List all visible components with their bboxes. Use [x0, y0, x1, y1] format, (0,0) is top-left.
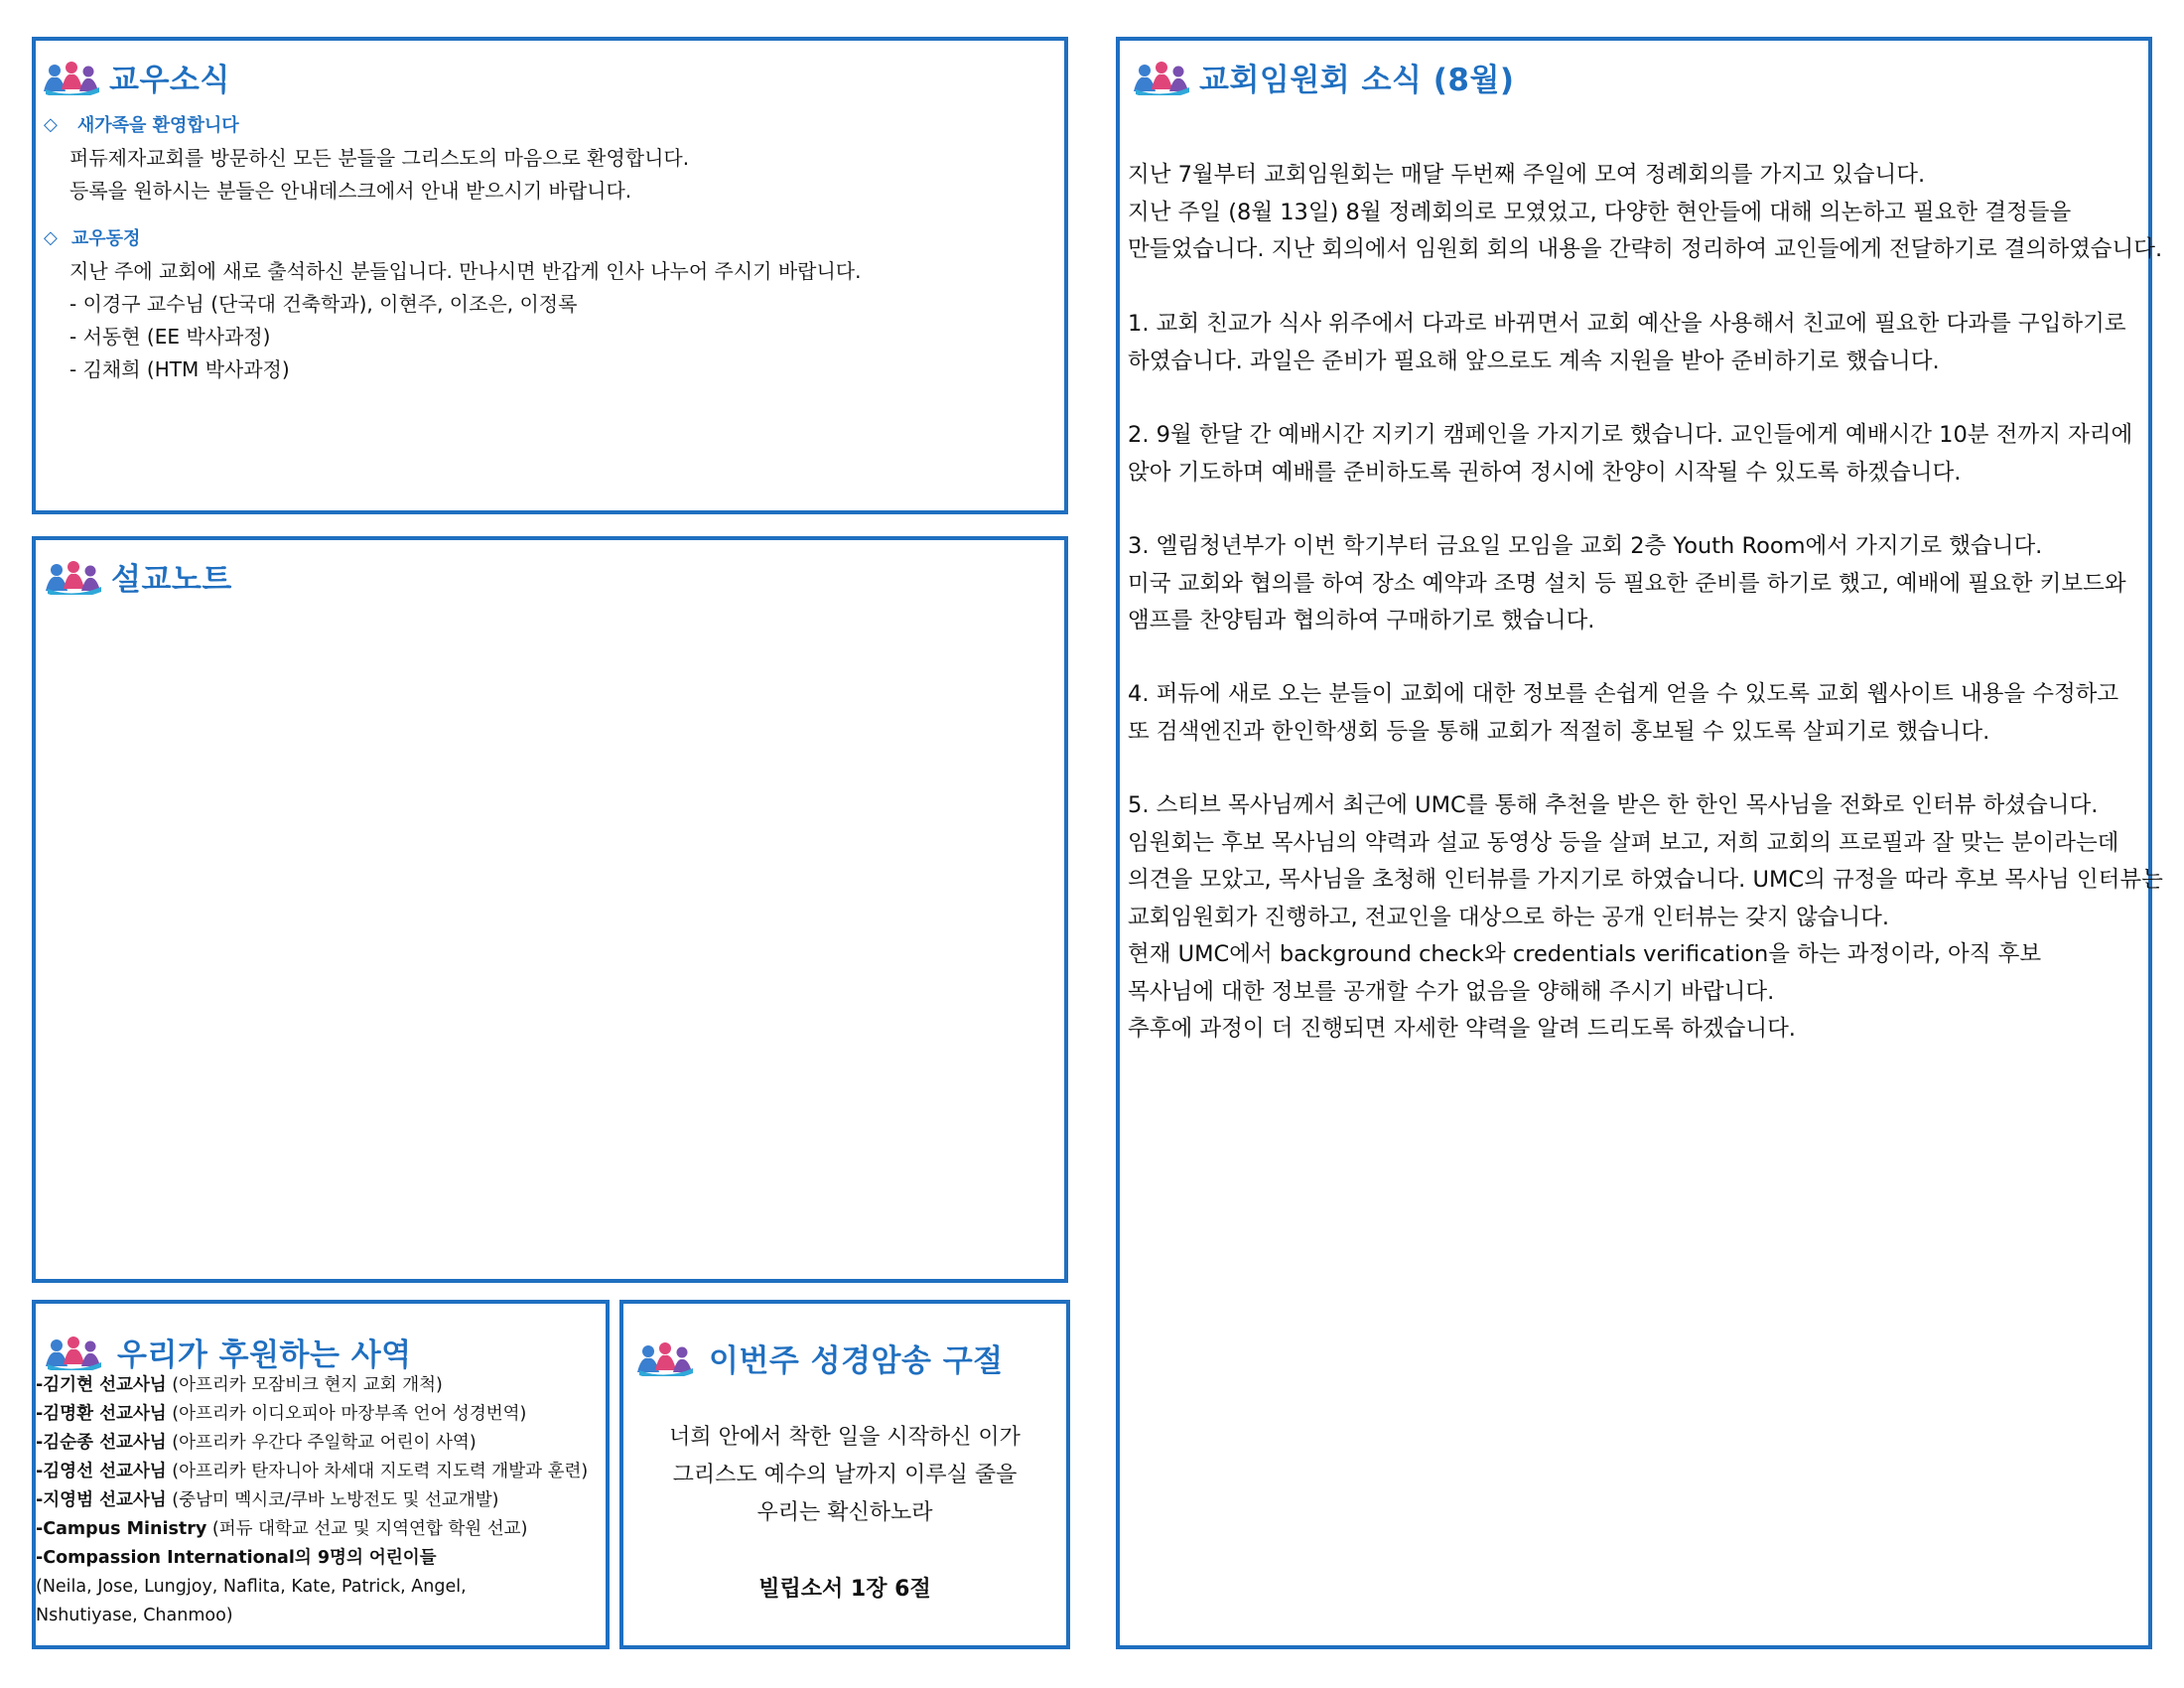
- board-line: 현재 UMC에서 background check와 credentials verification을 하는 과정이라, 아직 후보: [1128, 941, 2042, 967]
- board-line: 미국 교회와 협의를 하여 장소 예약과 조명 설치 등 필요한 준비를 하기로 했고, 예배에 필요한 키보드와: [1128, 570, 2126, 597]
- mission-item: -김순종 선교사님 (아프리카 우간다 주일학교 어린이 사역): [36, 1433, 477, 1453]
- welcome-heading: [44, 111, 239, 137]
- mission-item: -김명환 선교사님 (아프리카 이디오피아 마장부족 언어 성경번역): [36, 1404, 527, 1424]
- children-names-line: (Neila, Jose, Lungjoy, Naflita, Kate, Patrick, Angel,: [36, 1577, 467, 1597]
- updates-line: - 서동현 (EE 박사과정): [69, 325, 271, 349]
- board-item-2: [1128, 417, 2132, 492]
- news-title: 교우소식: [109, 63, 230, 98]
- board-line: 1. 교회 친교가 식사 위주에서 다과로 바뀌면서 교회 예산을 사용해서 친교에 필요한 다과를 구입하기로: [1128, 311, 2126, 337]
- mission-item: -Campus Ministry (퍼듀 대학교 선교 및 지역연합 학원 선교): [36, 1519, 528, 1539]
- welcome-heading-text: 새가족을 환영합니다: [76, 115, 239, 136]
- verse-line: 너희 안에서 착한 일을 시작하신 이가: [669, 1425, 1021, 1450]
- welcome-line: 등록을 원하시는 분들은 안내데스크에서 안내 받으시기 바랍니다.: [69, 179, 632, 203]
- people-group-logo-icon: [44, 1335, 105, 1370]
- verse-text: [623, 1419, 1066, 1532]
- board-item-4: [1128, 676, 2118, 751]
- board-item-5: [1128, 787, 2163, 1049]
- verse-line: 우리는 확신하노라: [756, 1500, 933, 1525]
- mission-item: -지영범 선교사님 (중남미 멕시코/쿠바 노방전도 및 선교개발): [36, 1490, 499, 1510]
- board-line: 의견을 모았고, 목사님을 초청해 인터뷰를 가지기로 하였습니다. UMC의 규정을 따라 후보 목사님 인터뷰는: [1128, 867, 2163, 893]
- diamond-bullet-icon: ◇: [44, 113, 58, 135]
- diamond-bullet-icon: ◇: [44, 226, 58, 248]
- board-item-3: [1128, 528, 2126, 640]
- people-group-logo-icon: [1132, 60, 1193, 95]
- updates-line: 지난 주에 교회에 새로 출석하신 분들입니다. 만나시면 반갑게 인사 나누어 주시기 바랍니다.: [69, 259, 862, 283]
- verse-reference: 빌립소서 1장 6절: [758, 1577, 931, 1602]
- board-line: 지난 7월부터 교회임원회는 매달 두번째 주일에 모여 정례회의를 가지고 있습니다.: [1128, 162, 1926, 188]
- board-title: 교회임원회 소식 (8월): [1199, 63, 1515, 98]
- missions-title: 우리가 후원하는 사역: [117, 1337, 412, 1373]
- board-line: 4. 퍼듀에 새로 오는 분들이 교회에 대한 정보를 손쉽게 얻을 수 있도록 교회 웹사이트 내용을 수정하고: [1128, 681, 2119, 707]
- welcome-line: 퍼듀제자교회를 방문하신 모든 분들을 그리스도의 마음으로 환영합니다.: [69, 146, 690, 170]
- mission-item: -Compassion International의 9명의 어린이들: [36, 1548, 437, 1568]
- board-line: 임원회는 후보 목사님의 약력과 설교 동영상 등을 살펴 보고, 저희 교회의 프로필과 잘 맞는 분이라는데: [1128, 829, 2119, 856]
- children-names-line: Nshutiyase, Chanmoo): [36, 1606, 233, 1625]
- board-line: 추후에 과정이 더 진행되면 자세한 약력을 알려 드리도록 하겠습니다.: [1128, 1016, 1796, 1042]
- verse-line: 그리스도 예수의 날까지 이루실 줄을: [672, 1463, 1018, 1487]
- updates-heading: [44, 224, 140, 250]
- sermon-header: [44, 554, 232, 599]
- board-line: 앉아 기도하며 예배를 준비하도록 권하여 정시에 찬양이 시작될 수 있도록 하겠습니다.: [1128, 459, 1962, 486]
- board-line: 지난 주일 (8월 13일) 8월 정례회의로 모였었고, 다양한 현안들에 대해 의논하고 필요한 결정들을: [1128, 199, 2072, 225]
- board-line: 하였습니다. 과일은 준비가 필요해 앞으로도 계속 지원을 받아 준비하기로 했습니다.: [1128, 348, 1940, 374]
- missions-header: [44, 1330, 412, 1374]
- mission-item: -김영선 선교사님 (아프리카 탄자니아 차세대 지도력 지도력 개발과 훈련): [36, 1462, 589, 1481]
- updates-line: - 이경구 교수님 (단국대 건축학과), 이현주, 이조은, 이정록: [69, 292, 578, 316]
- people-group-logo-icon: [42, 60, 103, 95]
- updates-line: - 김채희 (HTM 박사과정): [69, 357, 290, 381]
- board-line: 3. 엘림청년부가 이번 학기부터 금요일 모임을 교회 2층 Youth Room에서 가지기로 했습니다.: [1128, 533, 2043, 559]
- updates-text: [69, 255, 862, 386]
- people-group-logo-icon: [635, 1340, 697, 1376]
- board-line: 또 검색엔진과 한인학생회 등을 통해 교회가 적절히 홍보될 수 있도록 살피기로 했습니다.: [1128, 718, 1990, 745]
- welcome-text: [69, 142, 689, 208]
- verse-title: 이번주 성경암송 구절: [709, 1343, 1004, 1379]
- board-line: 목사님에 대한 정보를 공개할 수가 없음을 양해해 주시기 바랍니다.: [1128, 978, 1775, 1005]
- board-paragraph-intro: [1128, 157, 2162, 269]
- board-line: 5. 스티브 목사님께서 최근에 UMC를 통해 추천을 받은 한 한인 목사님을 전화로 인터뷰 하셨습니다.: [1128, 792, 2099, 818]
- mission-item: -김기현 선교사님 (아프리카 모잠비크 현지 교회 개척): [36, 1375, 443, 1395]
- sermon-notes-panel[interactable]: [32, 536, 1068, 1283]
- updates-heading-text: 교우동정: [70, 228, 141, 249]
- news-header: [42, 55, 230, 99]
- verse-header: [635, 1336, 1004, 1380]
- missions-list: [36, 1371, 588, 1630]
- sermon-title: 설교노트: [111, 562, 232, 598]
- board-line: 만들었습니다. 지난 회의에서 임원회 회의 내용을 간략히 정리하여 교인들에게 전달하기로 결의하였습니다.: [1128, 236, 2163, 262]
- board-item-1: [1128, 306, 2126, 380]
- board-line: 교회임원회가 진행하고, 전교인을 대상으로 하는 공개 인터뷰는 갖지 않습니다.: [1128, 904, 1890, 930]
- board-header: [1132, 55, 1515, 99]
- people-group-logo-icon: [44, 559, 105, 595]
- board-line: 2. 9월 한달 간 예배시간 지키기 캠페인을 가지기로 했습니다. 교인들에게 예배시간 10분 전까지 자리에: [1128, 422, 2133, 448]
- board-line: 앰프를 찬양팀과 협의하여 구매하기로 했습니다.: [1128, 608, 1595, 633]
